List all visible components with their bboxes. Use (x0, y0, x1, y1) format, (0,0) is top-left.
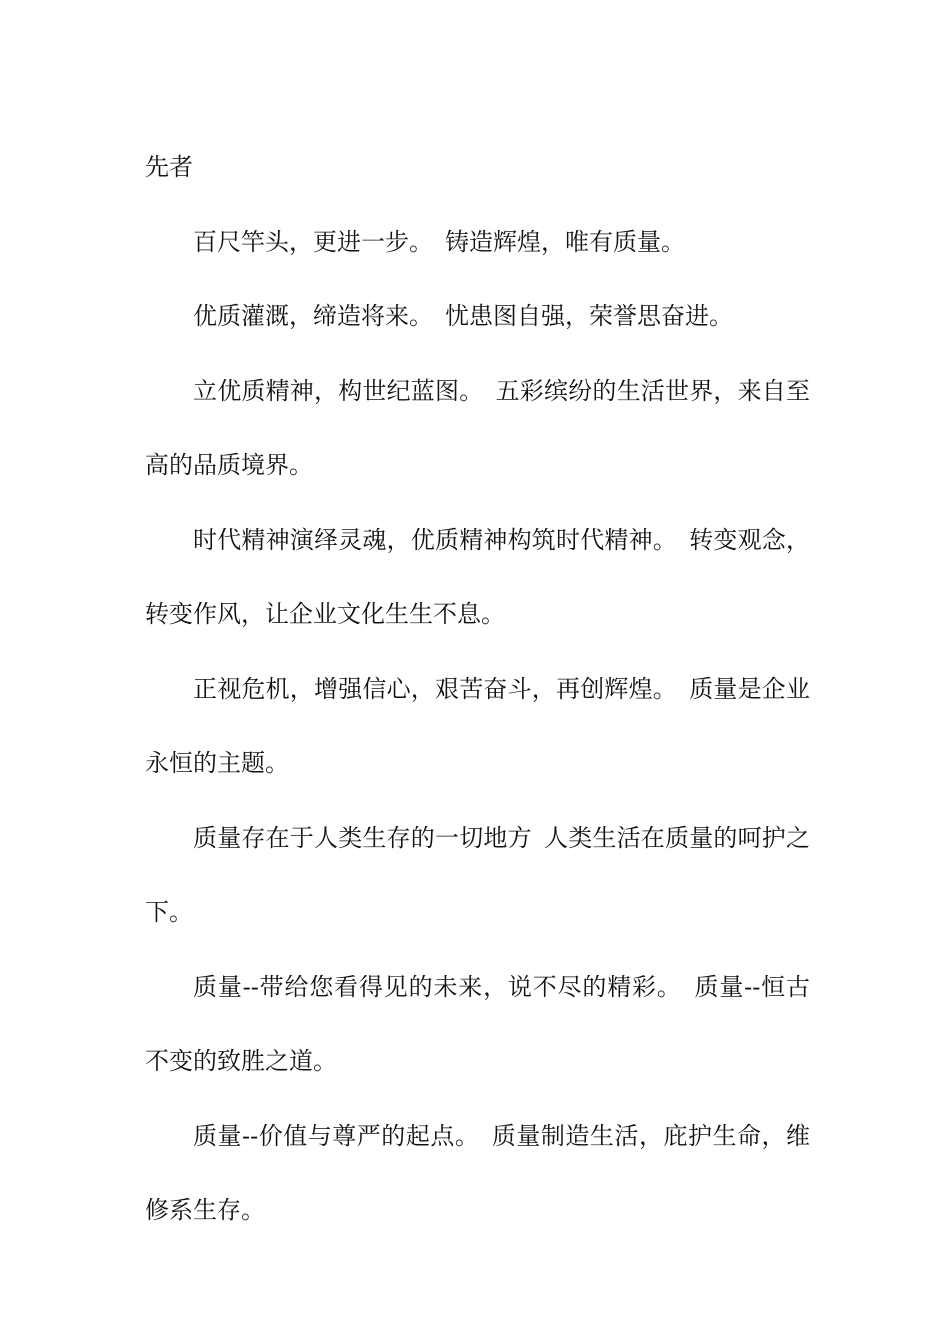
document-body (145, 130, 810, 1248)
paragraph (145, 652, 810, 801)
paragraph (145, 801, 810, 950)
paragraph-text: 质量制造生活，庇护生命，维修系生存。 (145, 1121, 811, 1224)
paragraph-text: 转变观念，转变作风，让企业文化生生不息。 (145, 525, 810, 628)
paragraph-text: 正视危机，增强信心，艰苦奋斗，再创辉煌。 (193, 674, 677, 703)
paragraph (145, 950, 810, 1099)
paragraph (145, 279, 810, 354)
paragraph-text: 五彩缤纷的生活世界，来自至高的品质境界。 (145, 376, 811, 479)
paragraph-text: 铸造辉煌，唯有质量。 (445, 227, 685, 256)
paragraph-text: 立优质精神，构世纪蓝图。 (193, 376, 484, 405)
paragraph-text: 质量--恒古不变的致胜之道。 (145, 972, 811, 1075)
paragraph (145, 1099, 810, 1248)
paragraph-text: 优质灌溉，缔造将来。 (193, 302, 433, 330)
paragraph-text: 忧患图自强，荣誉思奋进。 (445, 302, 733, 330)
paragraph-text: 先者 (145, 153, 193, 181)
paragraph-text: 百尺竿头，更进一步。 (193, 227, 433, 256)
paragraph-text: 时代精神演绎灵魂，优质精神构筑时代精神。 (193, 525, 677, 554)
paragraph-text: 质量存在于人类生存的一切地方 (193, 823, 532, 852)
paragraph (145, 503, 810, 652)
paragraph-text: 人类生活在质量的呵护之下。 (145, 823, 811, 926)
paragraph (145, 130, 810, 205)
paragraph (145, 354, 810, 503)
paragraph-text: 质量--价值与尊严的起点。 (193, 1121, 480, 1150)
paragraph-text: 质量是企业永恒的主题。 (145, 674, 810, 777)
paragraph (145, 205, 810, 280)
paragraph-text: 质量--带给您看得见的未来，说不尽的精彩。 (193, 972, 682, 1001)
